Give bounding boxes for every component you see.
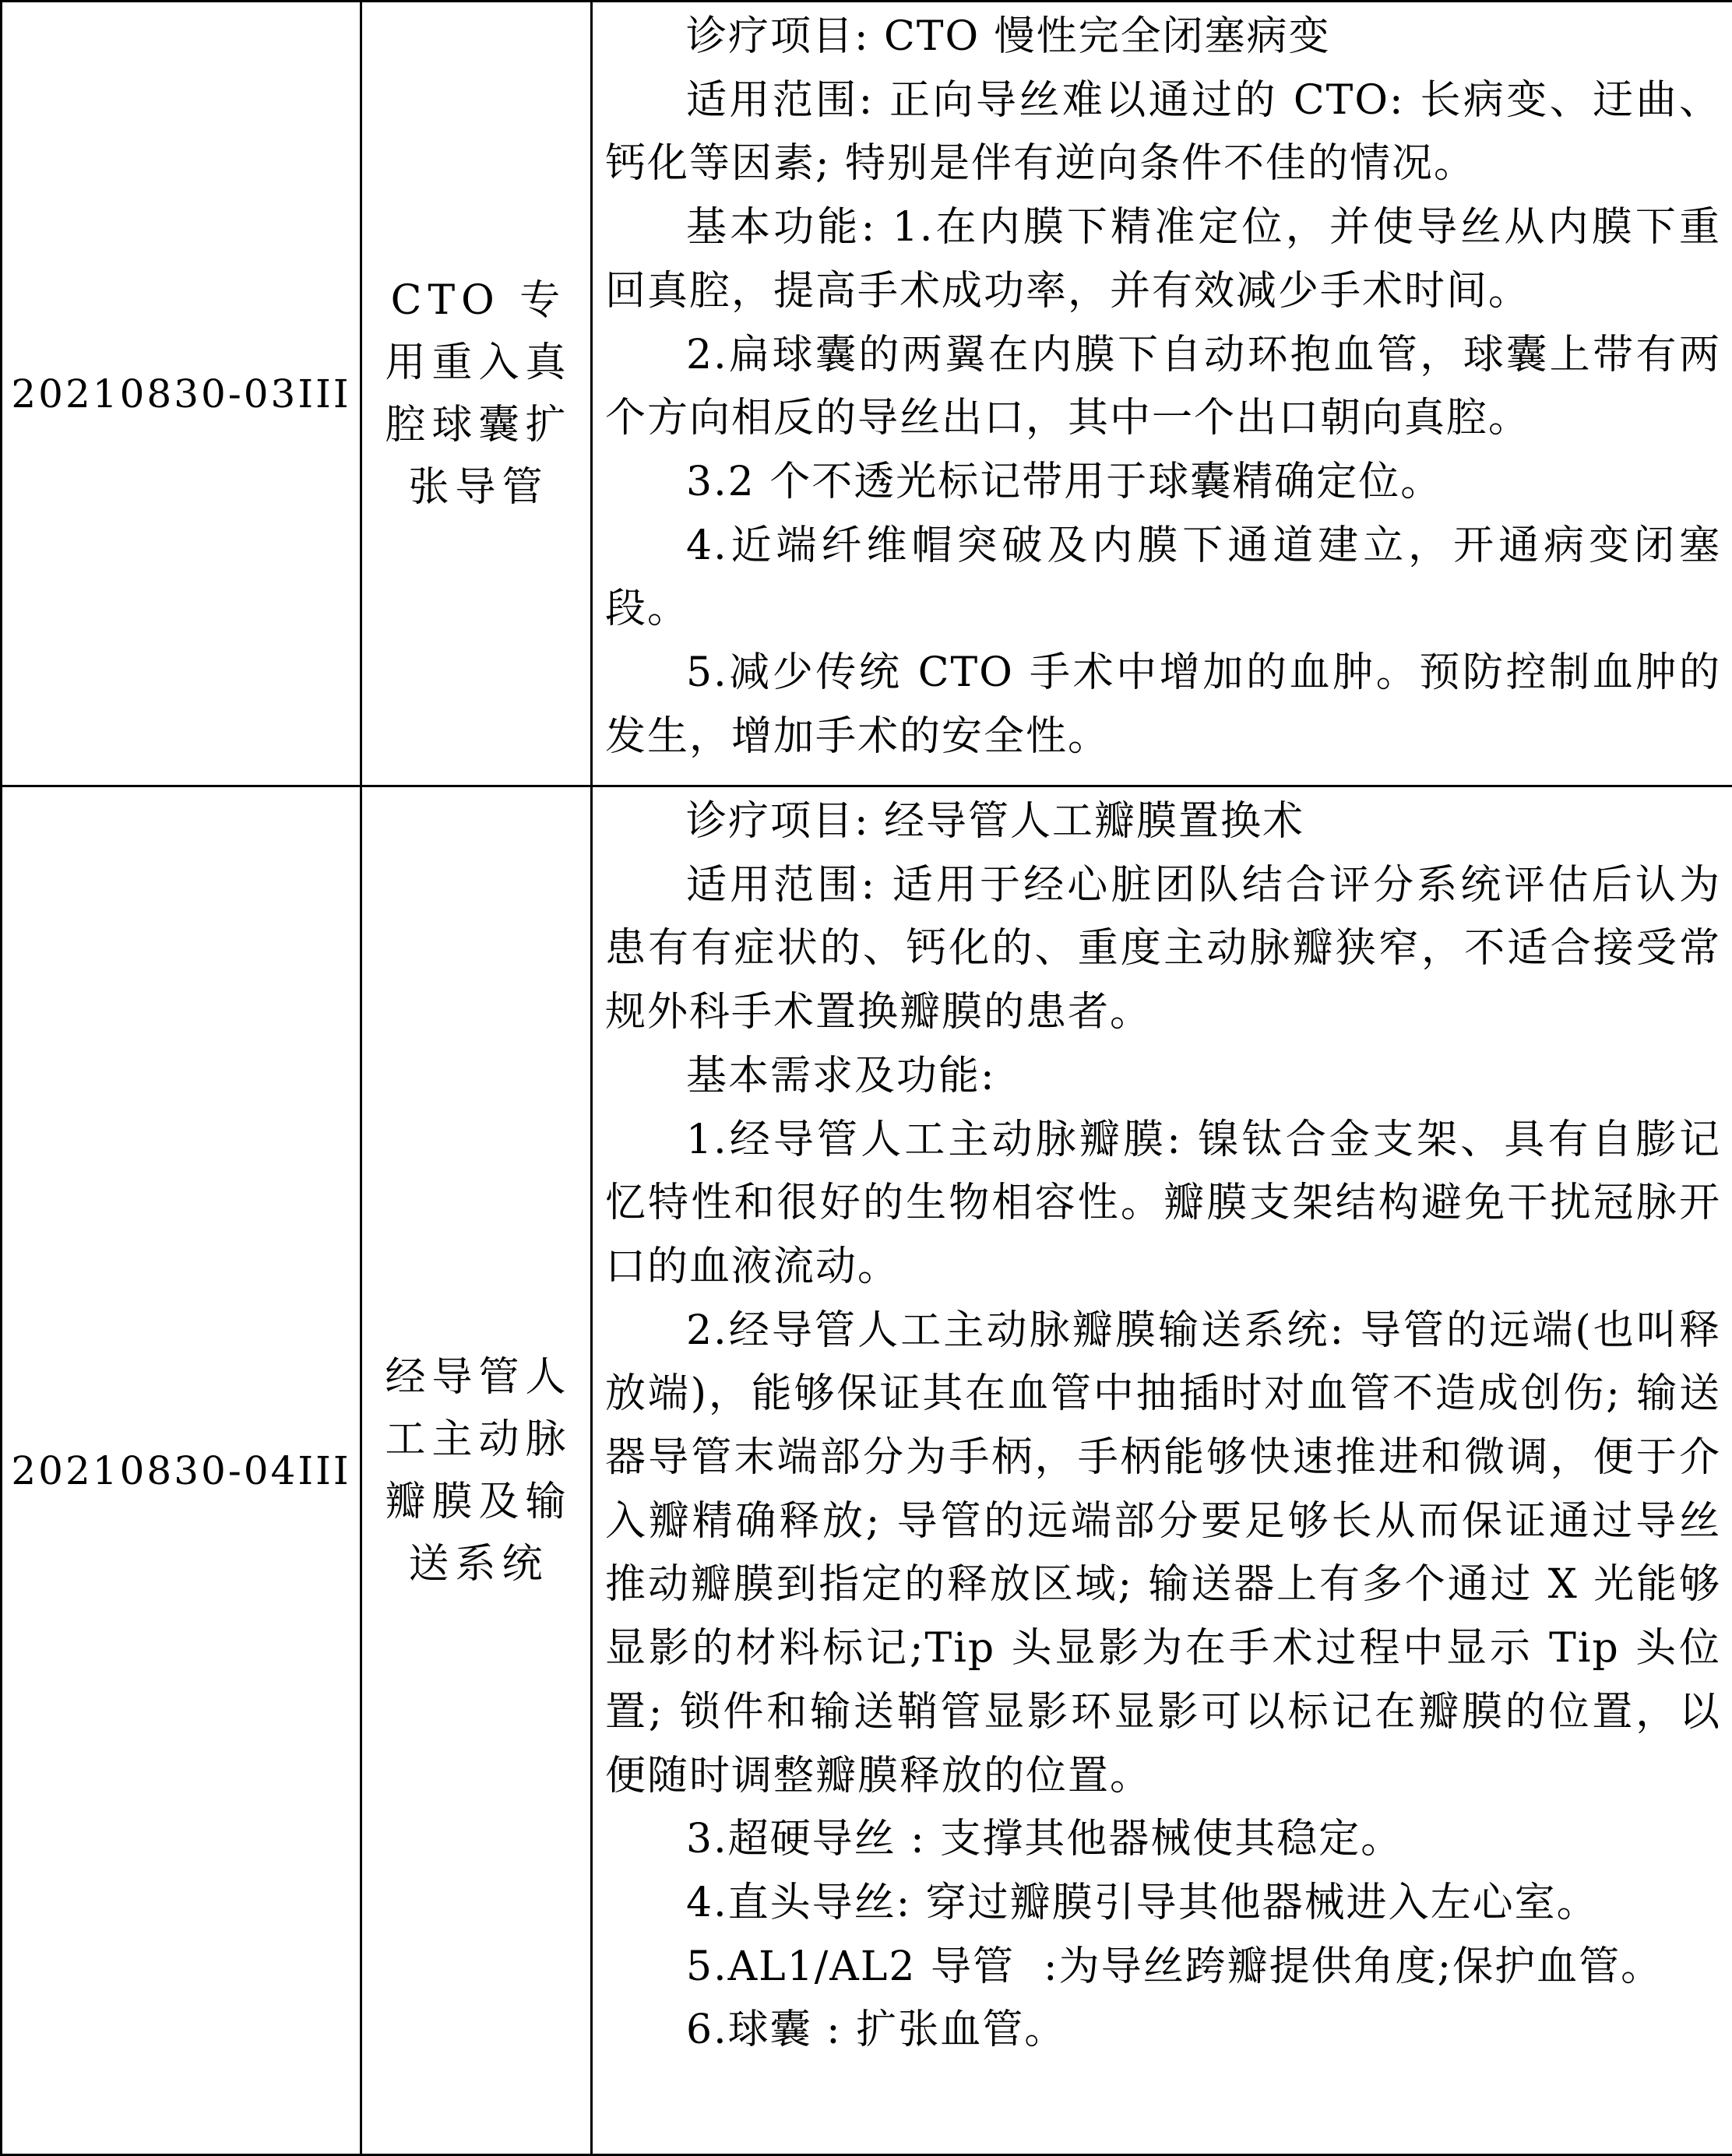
description-paragraph: 2.扁球囊的两翼在内膜下自动环抱血管，球囊上带有两个方向相反的导丝出口，其中一个出口朝向真腔。 (605, 324, 1721, 451)
item-name: CTO 专用重入真腔球囊扩张导管 (385, 277, 572, 511)
item-code-cell (2, 2, 361, 786)
description-paragraph: 基本需求及功能: (605, 1045, 1721, 1109)
description-paragraph: 6.球囊 : 扩张血管。 (605, 1999, 1721, 2063)
description-paragraph: 诊疗项目: 经导管人工瓣膜置换术 (605, 790, 1721, 854)
description-paragraph: 2.经导管人工主动脉瓣膜输送系统: 导管的远端(也叫释放端)，能够保证其在血管中抽插时对血管不造成创伤; 输送器导管末端部分为手柄，手柄能够快速推进和微调，便于介入瓣精确释放; 导管的远端部分要足够长从而保证通过导丝推动瓣膜到指定的释放区域; 输送器上有多个通过 X 光能够显影的材料标记;Tip 头显影为在手术过程中显示 Tip 头位置; 锁件和输送鞘管显影环显影可以标记在瓣膜的位置，以便随时调整瓣膜释放的位置。 (605, 1300, 1721, 1809)
item-name-cell (361, 2, 592, 786)
description-paragraph: 1.经导管人工主动脉瓣膜: 镍钛合金支架、具有自膨记忆特性和很好的生物相容性。瓣膜支架结构避免干扰冠脉开口的血液流动。 (605, 1109, 1721, 1300)
item-name-cell (361, 786, 592, 2155)
description-paragraph: 基本功能: 1.在内膜下精准定位，并使导丝从内膜下重回真腔，提高手术成功率，并有效减少手术时间。 (605, 196, 1721, 323)
table-row (2, 2, 1732, 786)
table-row (2, 786, 1732, 2155)
description-paragraph: 5.AL1/AL2 导管 :为导丝跨瓣提供角度;保护血管。 (605, 1936, 1721, 1999)
description-paragraph: 5.减少传统 CTO 手术中增加的血肿。预防控制血肿的发生，增加手术的安全性。 (605, 642, 1721, 768)
item-code-cell (2, 786, 361, 2155)
item-description-cell (592, 2, 1732, 786)
item-name: 经导管人工主动脉瓣膜及输送系统 (385, 1354, 572, 1588)
description-paragraph: 4.近端纤维帽突破及内膜下通道建立，开通病变闭塞段。 (605, 515, 1721, 642)
description-paragraph: 适用范围: 正向导丝难以通过的 CTO: 长病变、迂曲、钙化等因素; 特别是伴有逆向条件不佳的情况。 (605, 69, 1721, 196)
item-description-cell (592, 786, 1732, 2155)
description-paragraph: 3.超硬导丝 : 支撑其他器械使其稳定。 (605, 1808, 1721, 1872)
description-paragraph: 适用范围: 适用于经心脏团队结合评分系统评估后认为患有有症状的、钙化的、重度主动脉瓣狭窄，不适合接受常规外科手术置换瓣膜的患者。 (605, 854, 1721, 1045)
item-code: 20210830-04III (11, 1448, 350, 1493)
description-paragraph: 3.2 个不透光标记带用于球囊精确定位。 (605, 451, 1721, 515)
item-code: 20210830-03III (11, 371, 350, 417)
description-paragraph: 诊疗项目: CTO 慢性完全闭塞病变 (605, 5, 1721, 69)
description-paragraph: 4.直头导丝: 穿过瓣膜引导其他器械进入左心室。 (605, 1872, 1721, 1936)
